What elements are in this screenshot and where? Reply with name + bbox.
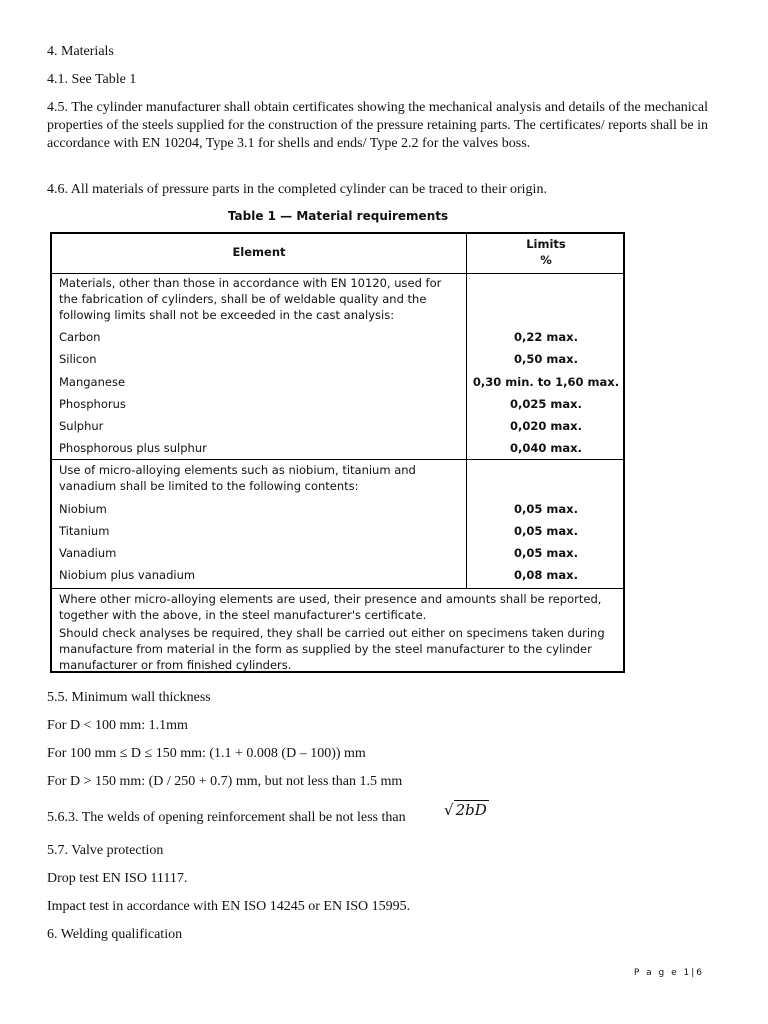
paragraph-4-1: 4.1. See Table 1 (47, 72, 137, 87)
table-row-element: Sulphur (59, 419, 104, 433)
table-row-element: Manganese (59, 375, 126, 389)
table-row-element: Phosphorous plus sulphur (59, 441, 207, 455)
table-note: Should check analyses be required, they shall be carried out either on specimens taken during (59, 626, 605, 640)
square-root-formula (444, 800, 489, 819)
table-row-limit: 0,50 max. (514, 352, 578, 366)
paragraph-5-6-3: 5.6.3. The welds of opening reinforcement shall be not less than (47, 810, 406, 825)
table-row-limit: 0,040 max. (510, 441, 582, 455)
heading-materials: 4. Materials (47, 44, 114, 59)
table-row-element: Carbon (59, 330, 101, 344)
heading-valve-protection: 5.7. Valve protection (47, 843, 164, 858)
formula-line: For 100 mm ≤ D ≤ 150 mm: (1.1 + 0.008 (D – 100)) mm (47, 746, 366, 761)
page-number: 1|6 (683, 968, 704, 978)
heading-welding-qualification: 6. Welding qualification (47, 927, 183, 942)
heading-minimum-wall-thickness: 5.5. Minimum wall thickness (47, 690, 211, 705)
page-label: P a g e (633, 968, 679, 978)
page-footer (634, 968, 704, 978)
table-row-limit: 0,05 max. (514, 524, 578, 538)
formula-line: For D > 150 mm: (D / 250 + 0.7) mm, but not less than 1.5 mm (47, 774, 403, 789)
header-limits: Limits (526, 237, 566, 251)
table-row-limit: 0,22 max. (514, 330, 578, 344)
material-requirements-table (50, 232, 625, 673)
table-row-limit: 0,020 max. (510, 419, 582, 433)
table-row-element: Vanadium (59, 546, 117, 560)
header-limits-unit: % (540, 253, 552, 267)
paragraph-4-6: 4.6. All materials of pressure parts in the completed cylinder can be traced to their origin. (47, 182, 547, 197)
table-row-limit: 0,025 max. (510, 397, 582, 411)
row-divider (52, 588, 623, 589)
table-note: together with the above, in the steel manufacturer's certificate. (59, 608, 427, 622)
paragraph-drop-test: Drop test EN ISO 11117. (47, 871, 188, 886)
table-row-limit: 0,08 max. (514, 568, 578, 582)
table-row-limit: 0,05 max. (514, 502, 578, 516)
table-row-limit: 0,05 max. (514, 546, 578, 560)
paragraph-4-5: 4.5. The cylinder manufacturer shall obtain certificates showing the mechanical analysis and details of the mechanical properties of the steels supplied for the construction of the pressure retaining parts. The certificates/ reports shall be in accordance with EN 10204, Type 3.1 for shells and ends/ Type 2.2 for the valves boss. (47, 100, 709, 151)
paragraph-impact-test: Impact test in accordance with EN ISO 14245 or EN ISO 15995. (47, 899, 411, 914)
table-note: manufacturer or from finished cylinders. (59, 658, 292, 672)
table-row-element: Phosphorus (59, 397, 126, 411)
row-divider (52, 459, 623, 460)
table-row-element: Silicon (59, 352, 97, 366)
table-note: manufacture from material in the form as supplied by the steel manufacturer to the cylinder (59, 642, 592, 656)
group2-intro: vanadium shall be limited to the following contents: (59, 479, 359, 493)
table-row-limit: 0,30 min. to 1,60 max. (472, 375, 620, 389)
table-note: Where other micro-alloying elements are used, their presence and amounts shall be reported, (59, 592, 602, 606)
row-divider (52, 273, 623, 274)
table-row-element: Niobium plus vanadium (59, 568, 196, 582)
group1-intro: the fabrication of cylinders, shall be of weldable quality and the (59, 292, 427, 306)
group1-intro: Materials, other than those in accordance with EN 10120, used for (59, 276, 442, 290)
group2-intro: Use of micro-alloying elements such as niobium, titanium and (59, 463, 416, 477)
header-element: Element (232, 245, 286, 259)
formula-line: For D < 100 mm: 1.1mm (47, 718, 188, 733)
group1-intro: following limits shall not be exceeded in the cast analysis: (59, 308, 395, 322)
sqrt-symbol: √ (444, 801, 454, 819)
table-row-element: Niobium (59, 502, 107, 516)
sqrt-radicand: 2bD (455, 801, 487, 819)
table-title: Table 1 — Material requirements (227, 209, 449, 223)
table-row-element: Titanium (59, 524, 110, 538)
